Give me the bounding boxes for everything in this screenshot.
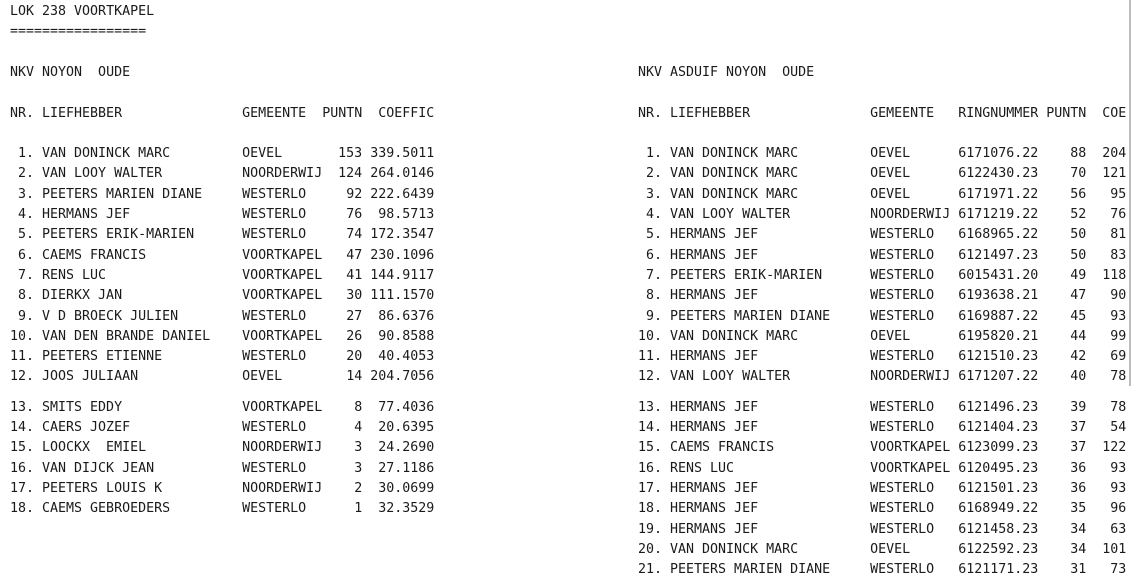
name-cell: PEETERS LOUIS K [42,480,163,496]
gemeente-cell: WESTERLO [870,267,935,283]
gemeente-cell: WESTERLO [242,308,307,324]
scrollbar-thumb[interactable] [1129,0,1131,386]
ringnummer-cell: 6168965.22 [958,227,1039,243]
rank-cell: 16. [638,460,663,476]
header-liefhebber: LIEFHEBBER [42,105,123,121]
puntn-cell: 50 [1070,247,1087,263]
coeffic-cell: 78 [1110,369,1127,385]
puntn-cell: 35 [1070,501,1087,517]
name-cell: VAN DONINCK MARC [670,328,799,344]
rank-cell: 1. [646,146,663,162]
puntn-cell: 36 [1070,480,1087,496]
name-cell: PEETERS MARIEN DIANE [670,308,831,324]
ringnummer-cell: 6169887.22 [958,308,1039,324]
gemeente-cell: NOORDERWIJ [242,480,323,496]
coeffic-cell: 24.2690 [378,440,435,456]
ringnummer-cell: 6122592.23 [958,541,1039,557]
table-row [638,307,1126,327]
name-cell: VAN DONINCK MARC [670,146,799,162]
name-cell: LOOCKX EMIEL [42,440,147,456]
rank-cell: 18. [638,501,663,517]
rank-cell: 8. [18,288,35,304]
name-cell: PEETERS MARIEN DIANE [670,562,831,578]
table-row [10,418,434,438]
header-liefhebber: LIEFHEBBER [670,105,751,121]
coeffic-cell: 230.1096 [370,247,435,263]
gemeente-cell: WESTERLO [870,247,935,263]
page-title-underline: ================= [10,24,147,40]
gemeente-cell: WESTERLO [870,420,935,436]
name-cell: HERMANS JEF [670,227,759,243]
ringnummer-cell: 6193638.21 [958,288,1039,304]
coeffic-cell: 83 [1110,247,1127,263]
table-row [10,327,434,347]
gemeente-cell: VOORTKAPEL [242,247,323,263]
name-cell: VAN DONINCK MARC [42,146,171,162]
ringnummer-cell: 6171971.22 [958,186,1039,202]
puntn-cell: 44 [1070,328,1087,344]
table-row [638,520,1126,540]
coeffic-cell: 40.4053 [378,349,435,365]
table-body [10,144,434,519]
coeffic-cell: 204.7056 [370,369,435,385]
coeffic-cell: 54 [1110,420,1127,436]
coeffic-cell: 204 [1102,146,1127,162]
ringnummer-cell: 6121458.23 [958,521,1039,537]
gemeente-cell: WESTERLO [242,207,307,223]
puntn-cell: 40 [1070,369,1087,385]
section-title: NKV ASDUIF NOYON OUDE [638,65,815,80]
rank-cell: 7. [646,267,663,283]
ringnummer-cell: 6171076.22 [958,146,1039,162]
name-cell: HERMANS JEF [42,207,131,223]
name-cell: PEETERS MARIEN DIANE [42,186,203,202]
puntn-cell: 88 [1070,146,1087,162]
table-row [10,438,434,458]
gemeente-cell: WESTERLO [870,501,935,517]
gemeente-cell: VOORTKAPEL [242,267,323,283]
name-cell: PEETERS ERIK-MARIEN [42,227,195,243]
table-row [10,307,434,327]
coeffic-cell: 118 [1102,267,1127,283]
gemeente-cell: WESTERLO [242,460,307,476]
puntn-cell: 20 [346,349,363,365]
puntn-cell: 50 [1070,227,1087,243]
coeffic-cell: 81 [1110,227,1127,243]
puntn-cell: 30 [346,288,363,304]
coeffic-cell: 76 [1110,207,1127,223]
coeffic-cell: 144.9117 [370,267,435,283]
table-row [638,438,1126,458]
rank-cell: 13. [10,399,35,415]
ringnummer-cell: 6121501.23 [958,480,1039,496]
name-cell: SMITS EDDY [42,399,123,415]
gemeente-cell: WESTERLO [870,521,935,537]
ringnummer-cell: 6171219.22 [958,207,1039,223]
rank-cell: 7. [18,267,35,283]
coeffic-cell: 222.6439 [370,186,435,202]
name-cell: JOOS JULIAAN [42,369,139,385]
name-cell: PEETERS ERIK-MARIEN [670,267,823,283]
rank-cell: 5. [18,227,35,243]
rank-cell: 11. [10,349,35,365]
puntn-cell: 8 [354,399,363,415]
name-cell: VAN LOOY WALTER [670,207,791,223]
table-row [638,347,1126,367]
coeffic-cell: 20.6395 [378,420,435,436]
gemeente-cell: OEVEL [870,146,911,162]
rank-cell: 12. [638,369,663,385]
name-cell: HERMANS JEF [670,288,759,304]
table-row [638,205,1126,225]
rank-cell: 21. [638,562,663,578]
table-row [10,144,434,164]
puntn-cell: 41 [346,267,363,283]
name-cell: VAN DONINCK MARC [670,541,799,557]
rank-cell: 20. [638,541,663,557]
coeffic-cell: 73 [1110,562,1127,578]
name-cell: CAEMS FRANCIS [670,440,775,456]
coeffic-cell: 93 [1110,460,1127,476]
puntn-cell: 3 [354,460,363,476]
name-cell: CAERS JOZEF [42,420,131,436]
table-row [638,499,1126,519]
gemeente-cell: WESTERLO [870,399,935,415]
ringnummer-cell: 6121496.23 [958,399,1039,415]
name-cell: RENS LUC [42,267,107,283]
table-row [10,499,434,519]
rank-cell: 9. [18,308,35,324]
rank-cell: 8. [646,288,663,304]
table-row [638,418,1126,438]
puntn-cell: 34 [1070,521,1087,537]
header-puntn: PUNTN [322,105,363,121]
rank-cell: 6. [18,247,35,263]
header-ringnummer: RINGNUMMER [958,105,1039,121]
ringnummer-cell: 6121171.23 [958,562,1039,578]
rank-cell: 2. [646,166,663,182]
table-row [638,327,1126,347]
coeffic-cell: 95 [1110,186,1127,202]
gemeente-cell: OEVEL [870,541,911,557]
gemeente-cell: OEVEL [870,328,911,344]
name-cell: PEETERS ETIENNE [42,349,163,365]
gemeente-cell: VOORTKAPEL [242,288,323,304]
ringnummer-cell: 6195820.21 [958,328,1039,344]
gemeente-cell: WESTERLO [870,227,935,243]
coeffic-cell: 122 [1102,440,1127,456]
name-cell: HERMANS JEF [670,420,759,436]
puntn-cell: 31 [1070,562,1087,578]
header-gemeente: GEMEENTE [242,105,307,121]
puntn-cell: 4 [354,420,363,436]
name-cell: HERMANS JEF [670,501,759,517]
gemeente-cell: WESTERLO [242,420,307,436]
table-row [638,185,1126,205]
coeffic-cell: 32.3529 [378,501,435,517]
name-cell: VAN LOOY WALTER [670,369,791,385]
ringnummer-cell: 6120495.23 [958,460,1039,476]
puntn-cell: 2 [354,480,363,496]
gemeente-cell: WESTERLO [870,480,935,496]
table-row [638,144,1126,164]
puntn-cell: 56 [1070,186,1087,202]
table-row [638,398,1126,418]
gemeente-cell: WESTERLO [242,186,307,202]
gemeente-cell: OEVEL [242,369,283,385]
coeffic-cell: 96 [1110,501,1127,517]
rank-cell: 18. [10,501,35,517]
ringnummer-cell: 6122430.23 [958,166,1039,182]
gemeente-cell: WESTERLO [242,227,307,243]
rank-cell: 14. [638,420,663,436]
gemeente-cell: NOORDERWIJ [870,369,951,385]
column-headers [638,104,1126,124]
rank-cell: 11. [638,349,663,365]
puntn-cell: 1 [354,501,363,517]
gemeente-cell: WESTERLO [242,501,307,517]
table-row [638,540,1126,560]
header-puntn: PUNTN [1046,105,1087,121]
coeffic-cell: 69 [1110,349,1127,365]
ringnummer-cell: 6121497.23 [958,247,1039,263]
gemeente-cell: VOORTKAPEL [870,440,951,456]
rank-cell: 15. [638,440,663,456]
coeffic-cell: 111.1570 [370,288,435,304]
table-row [638,479,1126,499]
name-cell: RENS LUC [670,460,735,476]
table-row [10,225,434,245]
name-cell: HERMANS JEF [670,399,759,415]
rank-cell: 5. [646,227,663,243]
rank-cell: 9. [646,308,663,324]
gemeente-cell: WESTERLO [870,562,935,578]
rank-cell: 10. [10,328,35,344]
gemeente-cell: OEVEL [242,146,283,162]
header-coeffic: COE [1102,105,1127,121]
name-cell: HERMANS JEF [670,349,759,365]
name-cell: DIERKX JAN [42,288,123,304]
name-cell: VAN DONINCK MARC [670,186,799,202]
puntn-cell: 3 [354,440,363,456]
coeffic-cell: 30.0699 [378,480,435,496]
coeffic-cell: 78 [1110,399,1127,415]
table-row [10,266,434,286]
table-row [638,246,1126,266]
puntn-cell: 14 [346,369,363,385]
header-nr: NR. [638,105,663,121]
gemeente-cell: WESTERLO [870,349,935,365]
puntn-cell: 26 [346,328,363,344]
section-title: NKV NOYON OUDE [10,65,131,80]
puntn-cell: 36 [1070,460,1087,476]
page-title-block [10,2,154,43]
ringnummer-cell: 6121404.23 [958,420,1039,436]
rank-cell: 13. [638,399,663,415]
gemeente-cell: NOORDERWIJ [242,166,323,182]
results-table-noyon [10,63,434,520]
rank-cell: 19. [638,521,663,537]
coeffic-cell: 90.8588 [378,328,435,344]
table-row [638,367,1126,387]
page-title: LOK 238 VOORTKAPEL [10,4,155,19]
puntn-cell: 49 [1070,267,1087,283]
table-row [638,164,1126,184]
puntn-cell: 27 [346,308,363,324]
gemeente-cell: NOORDERWIJ [870,207,951,223]
table-row [10,286,434,306]
name-cell: HERMANS JEF [670,480,759,496]
table-row [638,266,1126,286]
puntn-cell: 45 [1070,308,1087,324]
name-cell: VAN DEN BRANDE DANIEL [42,328,211,344]
puntn-cell: 70 [1070,166,1087,182]
name-cell: HERMANS JEF [670,521,759,537]
puntn-cell: 47 [346,247,363,263]
coeffic-cell: 77.4036 [378,399,435,415]
name-cell: HERMANS JEF [670,247,759,263]
ringnummer-cell: 6121510.23 [958,349,1039,365]
puntn-cell: 39 [1070,399,1087,415]
gemeente-cell: WESTERLO [870,308,935,324]
header-coeffic: COEFFIC [378,105,435,121]
rank-cell: 16. [10,460,35,476]
column-headers [10,104,434,124]
rank-cell: 1. [18,146,35,162]
table-row [10,246,434,266]
puntn-cell: 92 [346,186,363,202]
table-row [10,398,434,418]
coeffic-cell: 172.3547 [370,227,435,243]
table-row [10,479,434,499]
coeffic-cell: 27.1186 [378,460,435,476]
rank-cell: 4. [646,207,663,223]
table-row [10,164,434,184]
coeffic-cell: 339.5011 [370,146,435,162]
rank-cell: 14. [10,420,35,436]
ringnummer-cell: 6171207.22 [958,369,1039,385]
results-table-asduif-noyon [638,63,1126,580]
rank-cell: 2. [18,166,35,182]
table-row [10,367,434,387]
name-cell: VAN DONINCK MARC [670,166,799,182]
name-cell: V D BROECK JULIEN [42,308,179,324]
coeffic-cell: 90 [1110,288,1127,304]
puntn-cell: 74 [346,227,363,243]
rank-cell: 3. [18,186,35,202]
header-nr: NR. [10,105,35,121]
gemeente-cell: WESTERLO [242,349,307,365]
gemeente-cell: NOORDERWIJ [242,440,323,456]
coeffic-cell: 99 [1110,328,1127,344]
puntn-cell: 42 [1070,349,1087,365]
name-cell: VAN LOOY WALTER [42,166,163,182]
puntn-cell: 37 [1070,440,1087,456]
coeffic-cell: 93 [1110,308,1127,324]
rank-cell: 15. [10,440,35,456]
coeffic-cell: 86.6376 [378,308,435,324]
rank-cell: 17. [638,480,663,496]
rank-cell: 12. [10,369,35,385]
ringnummer-cell: 6168949.22 [958,501,1039,517]
table-row [10,205,434,225]
ringnummer-cell: 6015431.20 [958,267,1039,283]
table-row [10,185,434,205]
gemeente-cell: VOORTKAPEL [870,460,951,476]
header-gemeente: GEMEENTE [870,105,935,121]
puntn-cell: 34 [1070,541,1087,557]
puntn-cell: 153 [338,146,363,162]
rank-cell: 17. [10,480,35,496]
name-cell: CAEMS GEBROEDERS [42,501,171,517]
gemeente-cell: VOORTKAPEL [242,328,323,344]
rank-cell: 3. [646,186,663,202]
rank-cell: 4. [18,207,35,223]
table-body [638,144,1126,580]
coeffic-cell: 93 [1110,480,1127,496]
rank-cell: 10. [638,328,663,344]
puntn-cell: 47 [1070,288,1087,304]
coeffic-cell: 63 [1110,521,1127,537]
puntn-cell: 37 [1070,420,1087,436]
coeffic-cell: 98.5713 [378,207,435,223]
gemeente-cell: WESTERLO [870,288,935,304]
coeffic-cell: 264.0146 [370,166,435,182]
puntn-cell: 76 [346,207,363,223]
puntn-cell: 124 [338,166,363,182]
gemeente-cell: VOORTKAPEL [242,399,323,415]
table-row [10,459,434,479]
coeffic-cell: 121 [1102,166,1127,182]
ringnummer-cell: 6123099.23 [958,440,1039,456]
gemeente-cell: OEVEL [870,186,911,202]
name-cell: CAEMS FRANCIS [42,247,147,263]
coeffic-cell: 101 [1102,541,1127,557]
table-row [638,560,1126,580]
table-row [638,225,1126,245]
gemeente-cell: OEVEL [870,166,911,182]
table-row [638,286,1126,306]
table-row [638,459,1126,479]
rank-cell: 6. [646,247,663,263]
puntn-cell: 52 [1070,207,1087,223]
name-cell: VAN DIJCK JEAN [42,460,155,476]
table-row [10,347,434,367]
